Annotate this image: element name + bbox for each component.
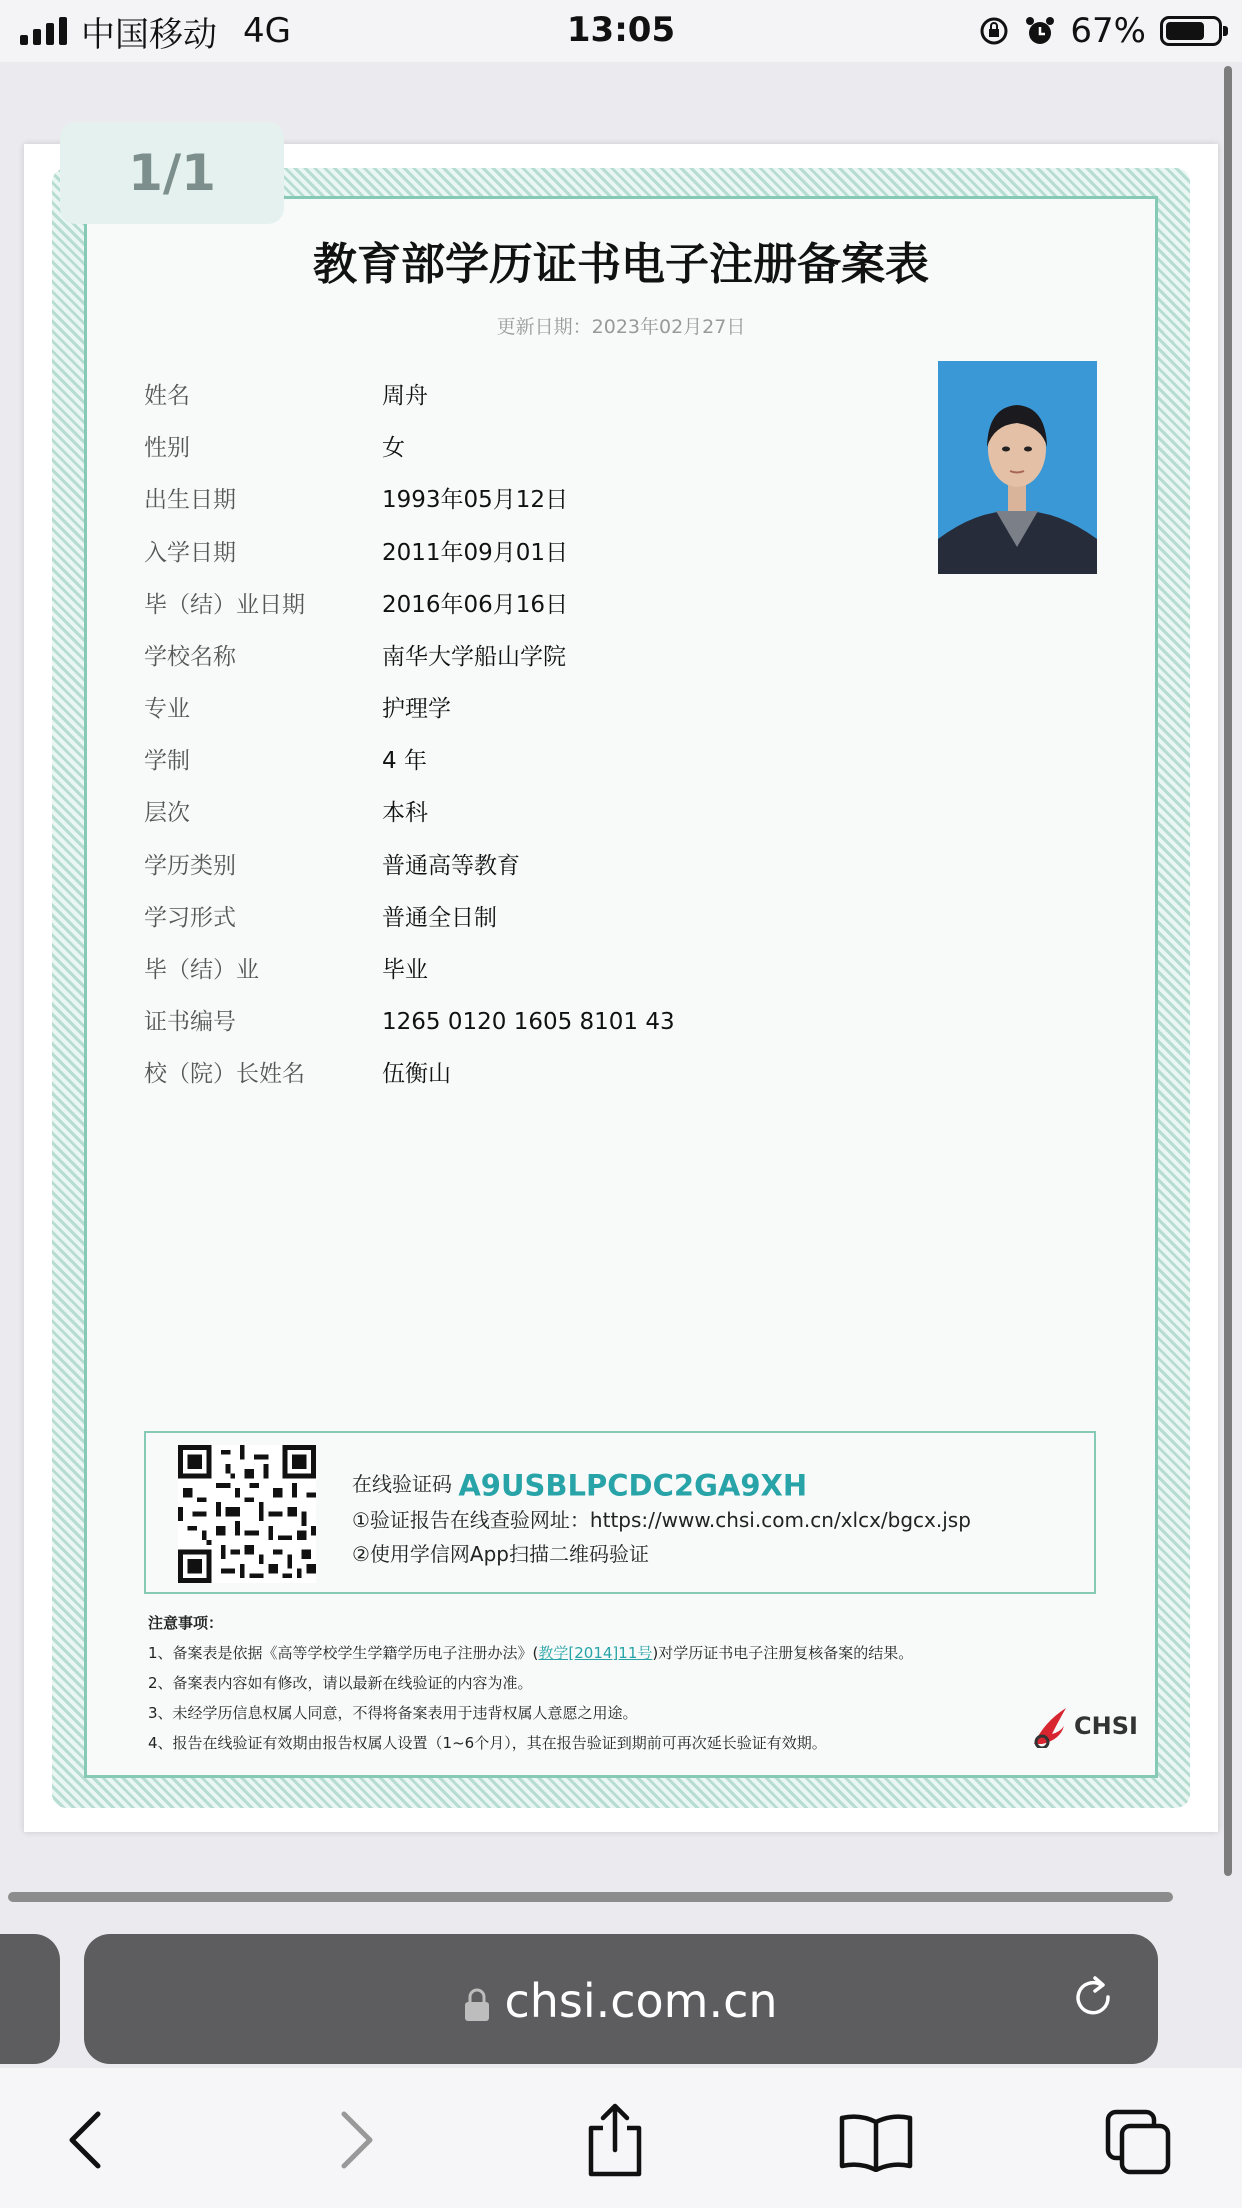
field-graduation-date [144,585,844,625]
horizontal-scrollbar[interactable] [8,1892,1173,1902]
battery-icon [1160,16,1222,46]
chsi-bird-icon [1030,1704,1070,1748]
field-label: 校（院）长姓名 [144,1061,305,1087]
chsi-logo [1030,1704,1138,1748]
field-value: 毕业 [382,957,428,983]
verification-code-label: 在线验证码 [352,1472,452,1496]
field-label: 学制 [144,748,190,774]
field-certificate-number [144,1002,844,1042]
previous-tab-preview[interactable] [0,1934,60,2064]
chsi-logo-text: CHSI [1074,1712,1138,1740]
url-display[interactable] [84,1974,1158,2028]
status-bar [0,0,1242,62]
notes-section [148,1608,913,1758]
field-school [144,637,844,677]
field-major [144,689,844,729]
update-date: 更新日期：2023年02月27日 [496,316,746,338]
vertical-scrollbar[interactable] [1224,66,1232,1876]
field-study-form [144,898,844,938]
field-value: 伍衡山 [382,1061,451,1087]
field-label: 学校名称 [144,644,236,670]
field-value: 2016年06月16日 [382,592,569,618]
field-label: 毕（结）业 [144,957,259,983]
field-value: 4 年 [382,748,427,774]
tabs-icon[interactable] [1104,2108,1174,2176]
field-value: 护理学 [382,696,451,722]
field-gender [144,428,844,468]
field-value: 南华大学船山学院 [382,644,566,670]
field-value: 周舟 [382,383,428,409]
field-value: 普通高等教育 [382,853,520,879]
field-value: 普通全日制 [382,905,497,931]
field-value: 1265 0120 1605 8101 43 [382,1009,675,1035]
back-icon[interactable] [64,2110,110,2170]
note-text: 1、备案表是依据《高等学校学生学籍学历电子注册办法》( [148,1644,539,1662]
status-right [978,10,1222,52]
field-label: 证书编号 [144,1009,236,1035]
field-enrollment-date [144,533,844,573]
reload-icon[interactable] [1068,1973,1118,2023]
url-text: chsi.com.cn [504,1974,778,2028]
field-duration [144,741,844,781]
address-bar[interactable] [84,1934,1158,2064]
orientation-lock-icon [978,15,1010,47]
note-item-3: 3、未经学历信息权属人同意，不得将备案表用于违背权属人意愿之用途。 [148,1704,638,1722]
document-title: 教育部学历证书电子注册备案表 [313,239,929,290]
page-indicator: 1/1 [60,122,284,224]
notes-heading: 注意事项： [148,1614,224,1632]
network-type: 4G [243,11,291,51]
field-label: 性别 [144,435,190,461]
id-photo [938,361,1097,574]
note-text: )对学历证书电子注册复核备案的结果。 [652,1644,914,1662]
field-label: 出生日期 [144,487,236,513]
verification-box [144,1431,1096,1594]
carrier-name: 中国移动 [81,14,217,55]
field-graduation-status [144,950,844,990]
field-value: 2011年09月01日 [382,540,569,566]
field-label: 入学日期 [144,540,236,566]
verification-code: A9USBLPCDC2GA9XH [458,1468,808,1503]
field-name [144,376,844,416]
verification-app-line: ②使用学信网App扫描二维码验证 [352,1541,650,1566]
field-value: 本科 [382,800,428,826]
bottom-toolbar [0,2068,1242,2208]
field-value: 女 [382,435,405,461]
field-label: 层次 [144,800,190,826]
field-education-type [144,846,844,886]
field-level [144,793,844,833]
regulation-link[interactable]: 教学[2014]11号 [538,1644,653,1662]
lock-icon [464,1988,490,2022]
field-label: 姓名 [144,383,190,409]
alarm-icon [1024,15,1056,47]
note-item-2: 2、备案表内容如有修改，请以最新在线验证的内容为准。 [148,1674,533,1692]
verification-text [352,1467,971,1571]
note-item-4: 4、报告在线验证有效期由报告权属人设置（1~6个月），其在报告验证到期前可再次延长验证有效期。 [148,1734,827,1752]
field-president-name [144,1054,844,1094]
field-label: 学历类别 [144,853,236,879]
verification-url-line: ①验证报告在线查验网址：https://www.chsi.com.cn/xlcx/bgcx.jsp [352,1507,971,1532]
bookmarks-icon[interactable] [838,2112,914,2172]
verification-code-row [352,1467,971,1503]
field-birth-date [144,480,844,520]
field-label: 专业 [144,696,190,722]
qr-code[interactable] [178,1445,316,1583]
clock: 13:05 [566,10,676,50]
field-value: 1993年05月12日 [382,487,569,513]
share-icon[interactable] [583,2102,647,2178]
field-label: 学习形式 [144,905,236,931]
note-item-1 [148,1638,913,1668]
forward-icon[interactable] [332,2110,378,2170]
battery-percent: 67% [1070,11,1146,51]
field-label: 毕（结）业日期 [144,592,305,618]
